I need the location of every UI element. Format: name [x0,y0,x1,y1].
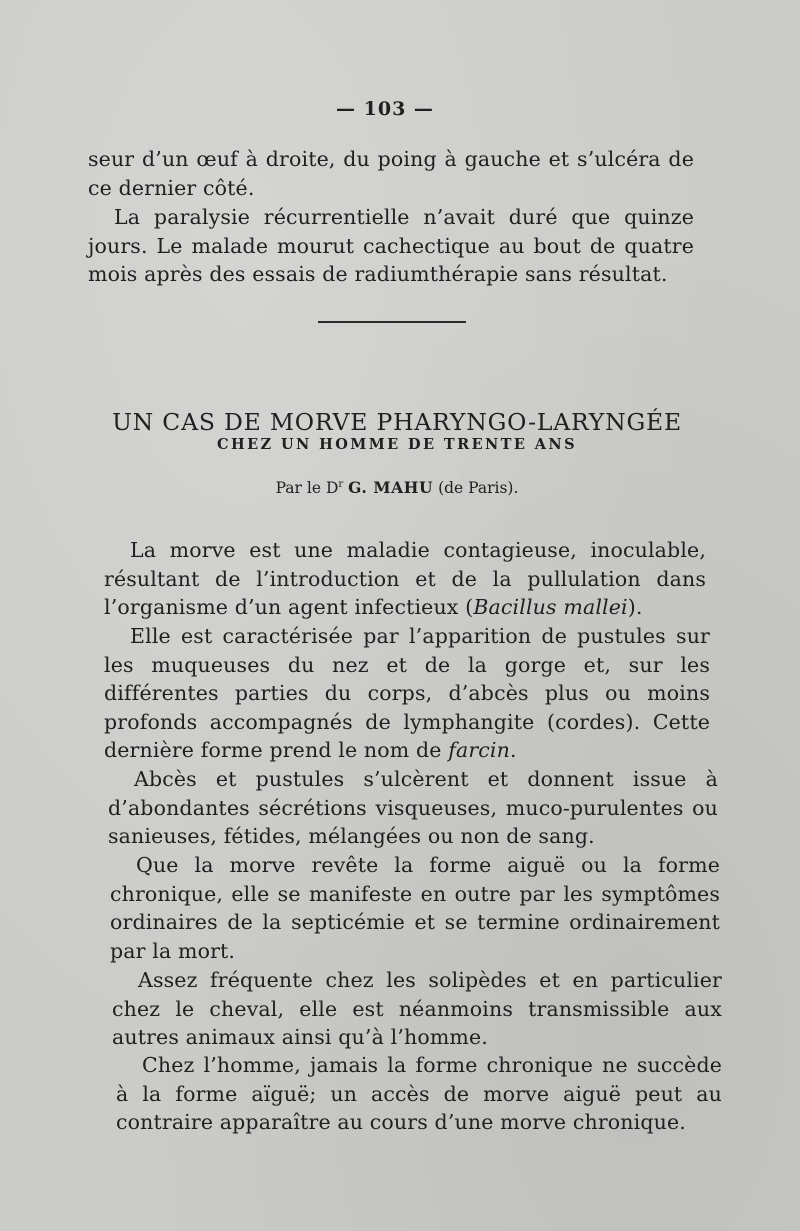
section-divider [318,321,466,323]
byline-prefix: Par le D [275,479,339,497]
continuation-paragraph-2: La paralysie récurrentielle n’avait duré que quinze jours. Le malade mourut cachectique au bout de quatre mois après des essais de radiumthérapie sans résultat. [88,205,694,287]
body-paragraph-3: Abcès et pustules s’ulcèrent et donnent issue à d’abondantes sécrétions visqueuses, muco-purulentes ou sanieuses, fétides, mélangées ou non de sang. [108,767,718,849]
bacillus-name: Bacillus mallei [473,595,628,620]
body-paragraph-2-text: Elle est caractérisée par l’apparition de pustules sur les muqueuses du nez et de la gorge et, sur les différentes parties du corps, d’abcès plus ou moins profonds accompagnés de lymphangite (cordes). Cette dernière forme prend le nom de [104,624,710,763]
article-title: UN CAS DE MORVE PHARYNGO-LARYNGÉE [112,407,682,436]
page-number: — 103 — [336,98,434,120]
continuation-paragraph-1: seur d’un œuf à droite, du poing à gauche et s’ulcéra de ce dernier côté. [88,147,694,200]
body-paragraph-5: Assez fréquente chez les solipèdes et en particulier chez le cheval, elle est néanmoins transmissible aux autres animaux ainsi qu’à l’homme. [112,968,722,1050]
body-paragraph-4: Que la morve revête la forme aiguë ou la forme chronique, elle se manifeste en outre par les symptômes ordinaires de la septicémie et se termine ordinairement par la mort. [110,853,720,963]
author-name: G. MAHU [348,478,434,497]
body-paragraph-1-end: ). [627,595,643,620]
body-paragraph-6: Chez l’homme, jamais la forme chronique ne succède à la forme aïguë; un accès de morve aiguë peut au contraire apparaître au cours d’une morve chronique. [116,1053,722,1135]
article-subtitle: CHEZ UN HOMME DE TRENTE ANS [217,436,577,453]
body-paragraph-1-text: La morve est une maladie contagieuse, inoculable, résultant de l’introduction et de la pullulation dans l’organisme d’un agent infectieux ( [104,538,706,620]
farcin-term: farcin. [448,738,517,763]
byline-suffix: (de Paris). [438,479,519,497]
article-byline [92,478,702,497]
body-paragraph-2 [104,622,710,765]
body-paragraph-1 [104,536,706,622]
byline-superscript: r [338,478,344,490]
